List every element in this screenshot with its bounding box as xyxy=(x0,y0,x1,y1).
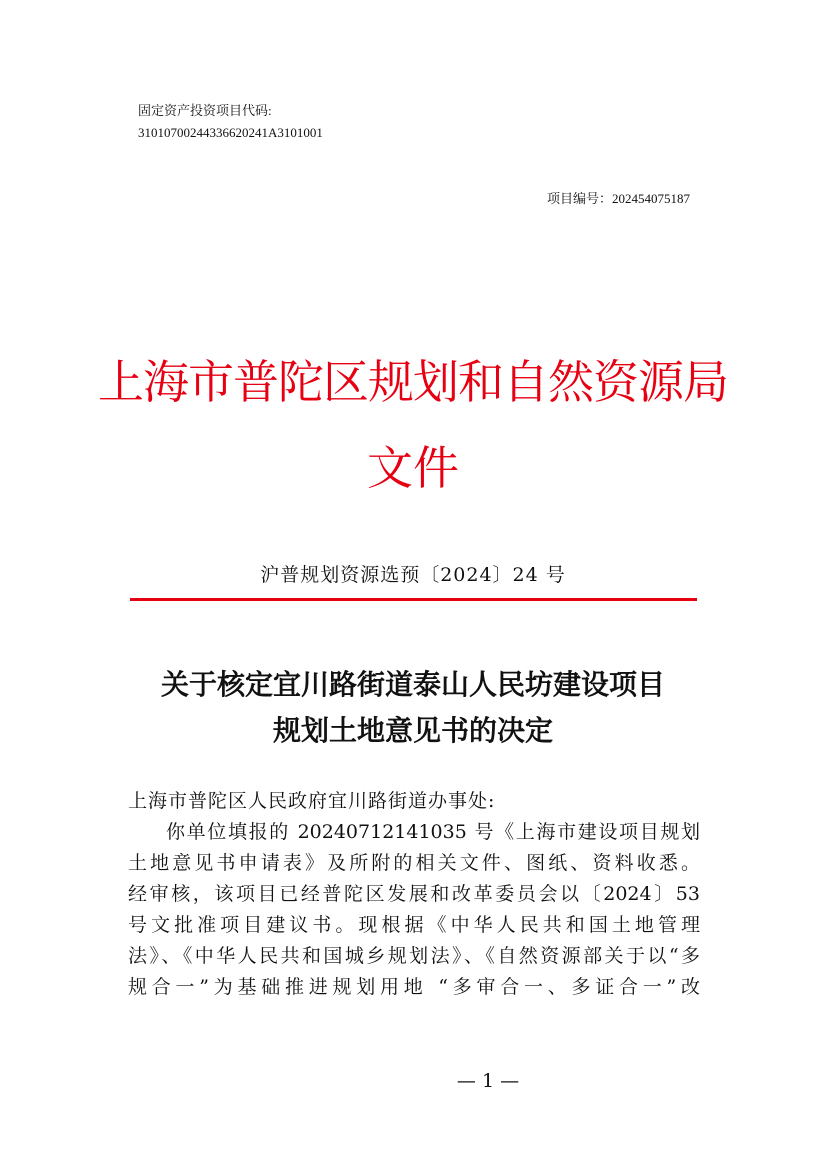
document-type: 文件 xyxy=(367,441,459,495)
document-number: 沪普规划资源选预〔2024〕24 号 xyxy=(260,564,566,586)
investment-code-label: 固定资产投资项目代码: xyxy=(138,103,272,118)
document-body xyxy=(128,786,700,1003)
document-title-line-1: 关于核定宜川路街道泰山人民坊建设项目 xyxy=(160,668,665,701)
body-line: 经审核，该项目已经普陀区发展和改革委员会以〔2024〕53 xyxy=(128,883,700,905)
page-number: — 1 — xyxy=(456,1070,520,1092)
body-line: 你单位填报的 20240712141035 号《上海市建设项目规划 xyxy=(166,821,700,843)
red-divider-line xyxy=(130,598,697,601)
project-number: 项目编号：202454075187 xyxy=(546,191,690,206)
investment-code-block xyxy=(138,100,323,144)
investment-code: 31010700244336620241A3101001 xyxy=(138,125,323,140)
body-line: 土地意见书申请表》及所附的相关文件、图纸、资料收悉。 xyxy=(128,852,700,874)
agency-name: 上海市普陀区规划和自然资源局 xyxy=(98,355,728,409)
body-line: 法》、《中华人民共和国城乡规划法》、《自然资源部关于以“多 xyxy=(128,945,700,967)
document-title-line-2: 规划土地意见书的决定 xyxy=(272,714,553,747)
addressee: 上海市普陀区人民政府宜川路街道办事处: xyxy=(128,790,496,812)
body-line: 号文批准项目建议书。现根据《中华人民共和国土地管理 xyxy=(128,914,700,936)
body-line: 规合一”为基础推进规划用地 “多审合一、多证合一”改 xyxy=(128,976,700,998)
document-title xyxy=(0,662,826,754)
